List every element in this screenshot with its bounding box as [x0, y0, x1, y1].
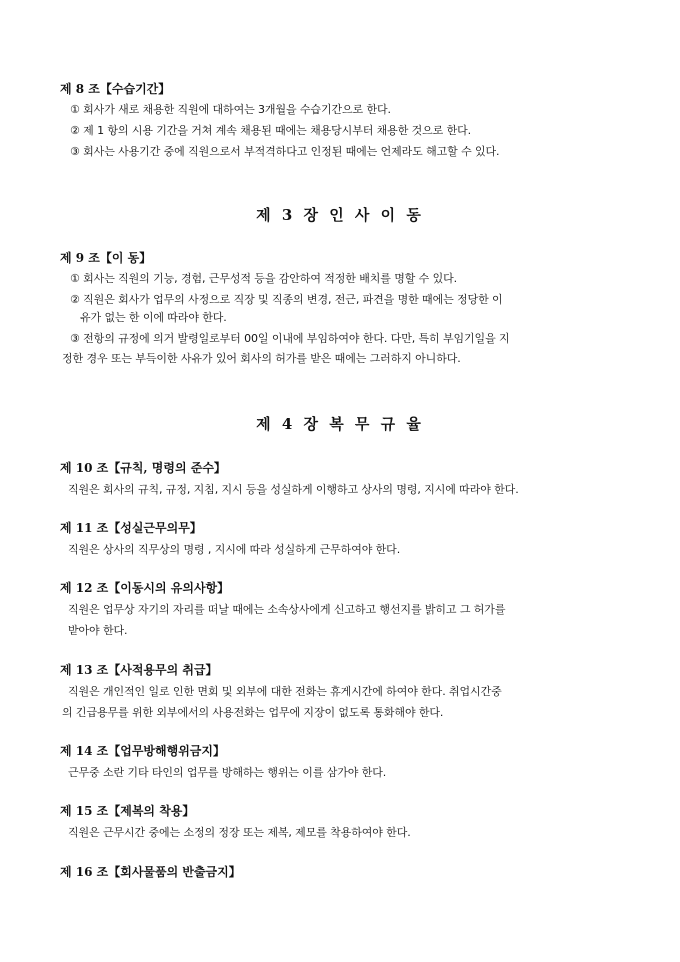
article-15-body: 직원은 근무시간 중에는 소정의 정장 또는 제복, 제모를 착용하여야 한다. [68, 826, 411, 839]
article-10-title: 제 10 조【규칙, 명령의 준수】 [60, 461, 226, 475]
article-9-clause-2: ② 직원은 회사가 업무의 사정으로 직장 및 직종의 변경, 전근, 파견을 명한 때에는 정당한 이 [70, 293, 503, 306]
article-9-clause-1: ① 회사는 직원의 기능, 경험, 근무성적 등을 감안하여 적정한 배치를 명할 수 있다. [70, 272, 458, 285]
article-13-title: 제 13 조【사적용무의 취급】 [60, 663, 218, 677]
article-15-title: 제 15 조【제복의 착용】 [60, 804, 195, 818]
article-9-clause-2-cont: 유가 없는 한 이에 따라야 한다. [80, 311, 227, 324]
article-8-title: 제 8 조【수습기간】 [60, 82, 171, 96]
article-12-body-line-2: 받아야 한다. [68, 624, 128, 637]
article-9-title: 제 9 조【이 동】 [60, 251, 152, 265]
article-16-title: 제 16 조【회사물품의 반출금지】 [60, 865, 241, 879]
article-11-title: 제 11 조【성실근무의무】 [60, 521, 202, 535]
article-14-title: 제 14 조【업무방해행위금지】 [60, 744, 225, 758]
article-11-body: 직원은 상사의 직무상의 명령 , 지시에 따라 성실하게 근무하여야 한다. [68, 543, 401, 556]
article-8-clause-1: ① 회사가 새로 채용한 직원에 대하여는 3개월을 수습기간으로 한다. [70, 103, 391, 116]
article-9-clause-3-cont: 정한 경우 또는 부득이한 사유가 있어 회사의 허가를 받은 때에는 그러하지 아니하다. [62, 352, 461, 365]
article-12-body-line-1: 직원은 업무상 자기의 자리를 떠날 때에는 소속상사에게 신고하고 행선지를 밝히고 그 허가를 [68, 603, 506, 616]
chapter-4-heading: 제 4 장 복 무 규 율 [256, 415, 424, 433]
article-8-clause-3: ③ 회사는 사용기간 중에 직원으로서 부적격하다고 인정된 때에는 언제라도 해고할 수 있다. [70, 145, 500, 158]
chapter-3-heading: 제 3 장 인 사 이 동 [256, 206, 424, 224]
article-13-body-line-1: 직원은 개인적인 일로 인한 면회 및 외부에 대한 전화는 휴게시간에 하여야 한다. 취업시간중 [68, 685, 502, 698]
article-9-clause-3: ③ 전항의 규정에 의거 발령일로부터 00일 이내에 부임하여야 한다. 다만, 특히 부임기일을 지 [70, 332, 510, 345]
article-8-clause-2: ② 제 1 항의 시용 기간을 거쳐 계속 채용된 때에는 채용당시부터 채용한 것으로 한다. [70, 124, 472, 137]
article-10-body: 직원은 회사의 규칙, 규정, 지침, 지시 등을 성실하게 이행하고 상사의 명령, 지시에 따라야 한다. [68, 483, 519, 496]
article-12-title: 제 12 조【이동시의 유의사항】 [60, 581, 230, 595]
article-13-body-line-2: 의 긴급용무를 위한 외부에서의 사용전화는 업무에 지장이 없도록 통화해야 한다. [62, 706, 444, 719]
article-14-body: 근무중 소란 기타 타인의 업무를 방해하는 행위는 이를 삼가야 한다. [68, 766, 387, 779]
